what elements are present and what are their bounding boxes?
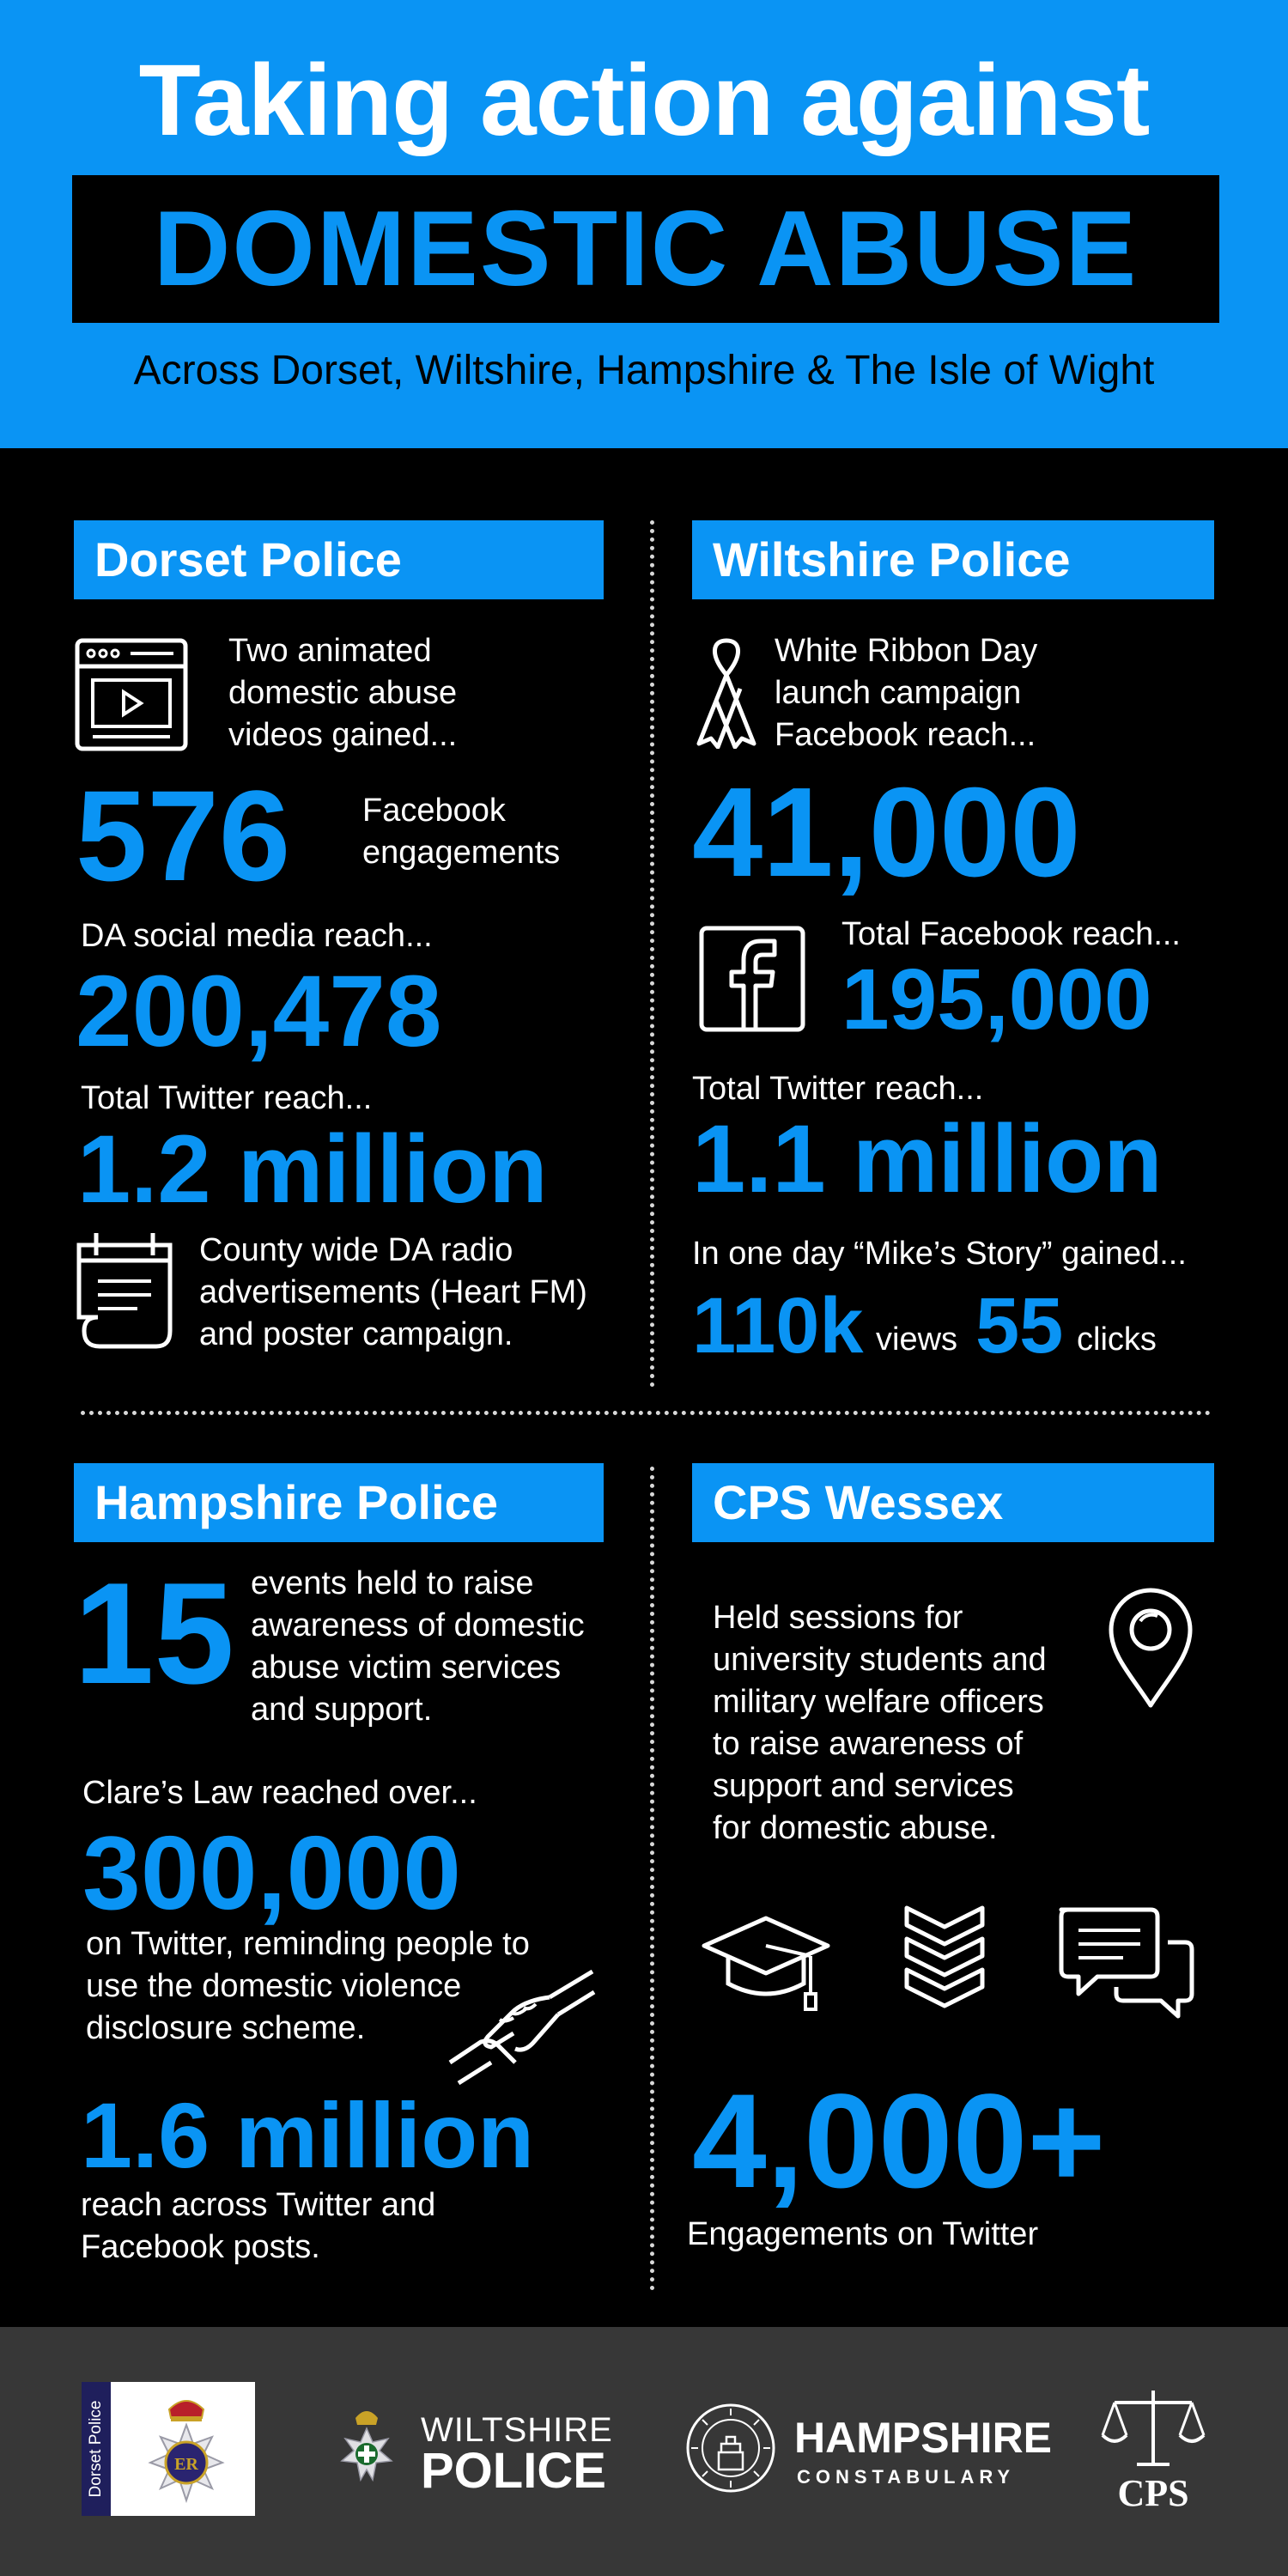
- hampshire-events-value: 15: [74, 1552, 234, 1714]
- footer-logos: [0, 2327, 1288, 2576]
- highlight-title: DOMESTIC ABUSE: [153, 190, 1139, 308]
- cps-engagements-label: Engagements on Twitter: [687, 2216, 1039, 2252]
- dorset-twitter-label: Total Twitter reach...: [81, 1080, 373, 1116]
- cps-heading: CPS Wessex: [692, 1463, 1214, 1542]
- dorset-twitter-value: 1.2 million: [77, 1115, 548, 1223]
- dorset-police-logo: [82, 2382, 255, 2516]
- wiltshire-twitter-value: 1.1 million: [692, 1105, 1163, 1212]
- vertical-divider-bottom: [650, 1467, 654, 2291]
- hampshire-clares-value: 300,000: [82, 1814, 461, 1931]
- hampshire-seal-icon: [683, 2401, 778, 2495]
- hampshire-clares-text: on Twitter, reminding people to use the domestic violence disclosure scheme.: [86, 1926, 530, 2046]
- hampshire-reach-text: reach across Twitter and Facebook posts.: [81, 2187, 436, 2265]
- dorset-heading: Dorset Police: [74, 520, 604, 599]
- vertical-divider-top: [650, 520, 654, 1388]
- wiltshire-views-label: views: [876, 1321, 958, 1358]
- wiltshire-ribbon-value: 41,000: [692, 762, 1081, 903]
- svg-text:CPS: CPS: [1117, 2472, 1189, 2514]
- wiltshire-views-value: 110k: [692, 1282, 864, 1370]
- hampshire-reach-value: 1.6 million: [81, 2083, 535, 2187]
- chevron-stack-icon: [902, 1905, 987, 2011]
- wiltshire-logo-line2: POLICE: [421, 2443, 606, 2499]
- dorset-engagements-value: 576: [76, 763, 291, 908]
- wiltshire-logo-line1: WILTSHIRE: [421, 2411, 613, 2449]
- handshake-icon: [447, 1966, 597, 2087]
- wiltshire-story-label: In one day “Mike’s Story” gained...: [692, 1236, 1187, 1272]
- wiltshire-crest-icon: [337, 2403, 397, 2488]
- video-player-icon: [74, 637, 189, 752]
- horizontal-divider: [81, 1411, 1211, 1415]
- header-banner: [0, 0, 1288, 448]
- wiltshire-twitter-label: Total Twitter reach...: [692, 1071, 984, 1107]
- graduation-cap-icon: [701, 1911, 831, 2013]
- hampshire-events-text: events held to raise awareness of domestic abuse victim services and support.: [251, 1565, 585, 1728]
- dorset-crest-icon: [126, 2391, 246, 2507]
- hampshire-heading: Hampshire Police: [74, 1463, 604, 1542]
- facebook-icon: [699, 926, 805, 1032]
- wiltshire-heading: Wiltshire Police: [692, 520, 1214, 599]
- hampshire-logo-line1: HAMPSHIRE: [794, 2414, 1053, 2462]
- dorset-social-label: DA social media reach...: [81, 918, 433, 954]
- dorset-video-text: Two animated domestic abuse videos gained...: [228, 633, 458, 753]
- ribbon-icon: [692, 637, 761, 749]
- dorset-social-value: 200,478: [76, 955, 442, 1068]
- subtitle: Across Dorset, Wiltshire, Hampshire & The Isle of Wight: [133, 348, 1155, 393]
- cps-logo: [1101, 2385, 1206, 2514]
- cps-sessions-text: Held sessions for university students and military welfare officers to raise awareness of support and services for domestic abuse.: [713, 1600, 1047, 1846]
- notepad-icon: [74, 1228, 177, 1352]
- wiltshire-ribbon-text: White Ribbon Day launch campaign Facebook reach...: [775, 633, 1038, 753]
- hampshire-clares-label: Clare’s Law reached over...: [82, 1775, 477, 1811]
- dorset-logo-text: Dorset Police: [87, 2400, 105, 2498]
- svg-text:ER: ER: [174, 2455, 198, 2474]
- dorset-engagements-label: Facebook engagements: [362, 793, 561, 871]
- highlight-box: [72, 175, 1219, 323]
- cps-engagements-value: 4,000+: [692, 2067, 1106, 2216]
- dorset-radio-text: County wide DA radio advertisements (Heart FM) and poster campaign.: [199, 1232, 587, 1352]
- wiltshire-facebook-value: 195,000: [841, 951, 1152, 1048]
- wiltshire-facebook-label: Total Facebook reach...: [841, 916, 1181, 952]
- wiltshire-clicks-label: clicks: [1077, 1321, 1157, 1358]
- chat-bubbles-icon: [1054, 1905, 1199, 2021]
- hampshire-logo-line2: CONSTABULARY: [797, 2466, 1016, 2488]
- wiltshire-clicks-value: 55: [975, 1282, 1064, 1370]
- map-pin-icon: [1106, 1587, 1195, 1709]
- page-title: Taking action against: [138, 44, 1150, 157]
